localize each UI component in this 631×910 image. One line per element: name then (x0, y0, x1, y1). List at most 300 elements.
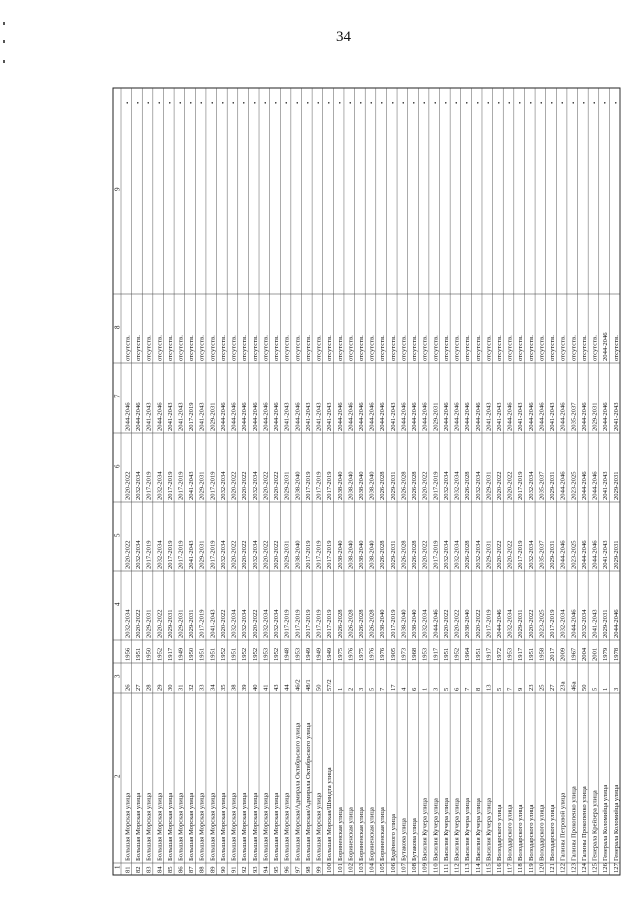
table-cell-mark: • (464, 101, 472, 104)
table-cell: 2029-2031 (389, 471, 397, 500)
table-cell: 2026-2028 (347, 609, 355, 638)
table-cell: 3 (612, 687, 620, 691)
table-cell: 3 (357, 687, 365, 691)
table-cell: 103 (357, 863, 365, 873)
table-cell: 2044-2046 (421, 402, 429, 431)
table-cell: Галины Прокопенко улица (570, 786, 578, 861)
table-cell: 2038-2040 (357, 540, 365, 569)
table-cell: 2044-2046 (156, 402, 164, 431)
table-cell: отсутств. (442, 335, 450, 361)
table-cell: Генерала Крейзера улица (591, 790, 599, 861)
table-cell: 2032-2034 (474, 471, 482, 500)
table-cell: 117 (506, 863, 514, 873)
table-cell: 1952 (219, 647, 227, 661)
table-cell: отсутств. (517, 335, 525, 361)
table-cell: отсутств. (474, 335, 482, 361)
table-cell: 2020-2022 (496, 540, 504, 569)
table-cell: отсутств. (156, 335, 164, 361)
table-header-cell: 5 (113, 533, 122, 537)
table-cell: 2020-2022 (421, 540, 429, 569)
table-cell: Бориненская улица (347, 807, 355, 861)
table-cell: 2020-2022 (251, 609, 259, 638)
table-cell: отсутств. (485, 335, 493, 361)
table-cell: 2017-2019 (549, 609, 557, 638)
table-cell: 2026-2028 (400, 540, 408, 569)
table-cell: 2032-2034 (527, 471, 535, 500)
table-cell: 2029-2031 (177, 609, 185, 638)
table-cell: отсутств. (294, 335, 302, 361)
table-cell: 82 (135, 866, 143, 873)
table-cell: 1967 (570, 647, 578, 661)
table-cell: 2041-2043 (591, 609, 599, 638)
table-cell: 2017-2019 (294, 609, 302, 638)
table-cell: 26 (124, 684, 132, 691)
table-cell: 2032-2034 (251, 540, 259, 569)
table-cell: 2017-2019 (177, 471, 185, 500)
table-cell: 96 (283, 866, 291, 873)
table-cell: 123 (570, 863, 578, 873)
table-cell: 9 (517, 687, 525, 691)
table-cell: 25 (538, 684, 546, 691)
table-cell: Галины Петровой улица (559, 792, 567, 861)
table-cell: 1917 (517, 647, 525, 661)
table-cell: 2020-2022 (262, 471, 270, 500)
table-cell: 1951 (209, 647, 217, 661)
table-cell-mark: • (166, 101, 174, 104)
table-cell: 2032-2034 (156, 471, 164, 500)
table-cell: Большая Морская улица (177, 792, 185, 861)
table-cell-mark: • (591, 101, 599, 104)
table-cell-mark: • (145, 101, 153, 104)
table-cell: отсутств. (283, 335, 291, 361)
table-cell: 2038-2040 (294, 471, 302, 500)
table-cell: отсутств. (506, 335, 514, 361)
table-cell: 1951 (230, 647, 238, 661)
table-cell: 2032-2034 (251, 471, 259, 500)
table-cell: 2035-2037 (538, 471, 546, 500)
table-cell: 2020-2022 (241, 540, 249, 569)
table-cell: отсутств. (549, 335, 557, 361)
table-cell: Большая Морская улица (241, 792, 249, 861)
table-cell: 2032-2034 (230, 609, 238, 638)
table-cell: 2017-2019 (315, 540, 323, 569)
table-cell: 2017 (549, 647, 557, 661)
table-cell: отсутств. (219, 335, 227, 361)
table-cell: 84 (156, 866, 164, 873)
table-cell: 50 (580, 684, 588, 691)
table-cell: 2020-2022 (262, 540, 270, 569)
table-cell: 2044-2046 (464, 402, 472, 431)
table-cell: 2004 (580, 647, 588, 661)
table-cell: 98 (304, 866, 312, 873)
table-cell: 100 (326, 863, 334, 873)
table-cell: отсутств. (315, 335, 323, 361)
table-cell: отсутств. (251, 335, 259, 361)
table-cell: 17 (389, 684, 397, 691)
table-cell: 2044-2046 (538, 402, 546, 431)
table-cell: 2020-2022 (241, 471, 249, 500)
table-cell-mark: • (188, 101, 196, 104)
table-cell: 2029-2031 (283, 471, 291, 500)
table-cell: 2020-2022 (124, 471, 132, 500)
table-cell: 2029-2031 (549, 471, 557, 500)
table-cell: 2029-2031 (209, 402, 217, 431)
table-cell: 85 (166, 866, 174, 873)
table-cell-mark: • (549, 101, 557, 104)
table-cell: 8 (474, 687, 482, 691)
table-cell: 87 (188, 866, 196, 873)
table-cell: 28 (145, 684, 153, 691)
table-cell-mark: • (538, 101, 546, 104)
table-cell: 2044-2046 (273, 402, 281, 431)
table-cell: 2020-2022 (506, 471, 514, 500)
table-cell: 13 (485, 684, 493, 691)
table-cell: 1949 (326, 647, 334, 661)
table-cell: 109 (421, 863, 429, 873)
table-cell: 101 (336, 863, 344, 873)
table-cell: 2029-2031 (283, 540, 291, 569)
table-cell: 83 (145, 866, 153, 873)
table-cell: 2020-2022 (273, 540, 281, 569)
table-cell: 1952 (251, 647, 259, 661)
table-cell: 2029-2031 (485, 540, 493, 569)
table-cell-mark: • (453, 101, 461, 104)
table-cell: 2020-2022 (219, 609, 227, 638)
table-cell: 2038-2040 (368, 540, 376, 569)
table-cell: 1953 (262, 647, 270, 661)
table-cell: 112 (453, 863, 461, 873)
table-cell: 2044-2046 (496, 609, 504, 638)
table-cell-mark: • (262, 101, 270, 104)
table-cell-mark: • (273, 101, 281, 104)
table-cell: 1951 (442, 647, 450, 661)
table-cell: 2032-2034 (442, 471, 450, 500)
table-cell: 2032-2034 (453, 471, 461, 500)
table-cell: 35 (219, 684, 227, 691)
table-cell: отсутств. (464, 335, 472, 361)
table-cell: 2026-2028 (400, 471, 408, 500)
table-cell: 2032-2034 (219, 471, 227, 500)
table-cell: 1956 (124, 647, 132, 661)
table-cell: 1952 (453, 647, 461, 661)
table-cell: Большая Морская улица (262, 792, 270, 861)
table-cell: 43 (273, 684, 281, 691)
table-cell: 1973 (400, 647, 408, 661)
table-cell: 2017-2019 (517, 540, 525, 569)
table-cell-mark: • (527, 101, 535, 104)
page-number: 34 (336, 29, 351, 45)
table-cell: Володарского улица (549, 804, 557, 861)
table-cell: 2026-2028 (464, 471, 472, 500)
table-cell: 89 (209, 866, 217, 873)
table-cell: 2044-2046 (453, 402, 461, 431)
table-cell-mark: • (580, 101, 588, 104)
table-cell: 2038-2040 (411, 609, 419, 638)
table-cell: 4 (400, 687, 408, 691)
table-cell: отсутств. (580, 335, 588, 361)
table-cell: 1975 (357, 647, 365, 661)
table-cell: 1975 (336, 647, 344, 661)
table-cell: 2032-2034 (135, 471, 143, 500)
table-cell: 2041-2043 (315, 402, 323, 431)
table-cell: 2041-2043 (485, 402, 493, 431)
table-cell: 2032-2034 (442, 540, 450, 569)
table-cell: 38 (230, 684, 238, 691)
table-cell: 104 (368, 863, 376, 873)
table-cell: 2038-2040 (357, 471, 365, 500)
table-cell: отсутств. (538, 335, 546, 361)
table-cell: 2017-2019 (432, 471, 440, 500)
table-cell: 2020-2022 (421, 471, 429, 500)
table-cell: 7 (379, 687, 387, 691)
table-cell: 31 (177, 684, 185, 691)
table-cell: 2038-2040 (336, 471, 344, 500)
table-cell: 48/1 (304, 679, 312, 691)
table-cell: 2020-2022 (273, 471, 281, 500)
table-cell-mark: • (326, 101, 334, 104)
table-cell: 1952 (273, 647, 281, 661)
table-cell: 2032-2034 (219, 540, 227, 569)
table-cell: Василия Кучера улица (464, 798, 472, 861)
table-cell: 2035-2037 (570, 402, 578, 431)
table-header-cell: 6 (113, 464, 122, 468)
table-cell: 2044-2046 (357, 402, 365, 431)
table-cell: 2044-2046 (368, 402, 376, 431)
table-cell-mark: • (496, 101, 504, 104)
table-cell: 2026-2028 (411, 540, 419, 569)
table-cell: 2020-2022 (230, 471, 238, 500)
table-cell: 2041-2043 (198, 402, 206, 431)
table-cell: 2017-2019 (209, 471, 217, 500)
table-cell: 46а (570, 681, 578, 691)
table-cell: 1976 (379, 647, 387, 661)
table-cell: 2 (347, 687, 355, 691)
table-cell: Большая Морская улица (156, 792, 164, 861)
table-header-cell: 1 (113, 865, 122, 869)
table-cell: 2017-2019 (389, 609, 397, 638)
table-cell: 2017-2019 (315, 471, 323, 500)
table-cell-mark: • (304, 101, 312, 104)
table-cell: 2044-2046 (262, 402, 270, 431)
table-cell-mark: • (485, 101, 493, 104)
table-cell: отсутств. (368, 335, 376, 361)
table-cell: 2044-2046 (570, 609, 578, 638)
table-cell: 2017-2019 (326, 609, 334, 638)
table-cell: 1972 (496, 647, 504, 661)
table-cell: 1968 (411, 647, 419, 661)
table-cell: 2044-2046 (241, 402, 249, 431)
table-cell: 2017-2019 (188, 402, 196, 431)
table-cell: 97 (294, 866, 302, 873)
table-cell: 7 (464, 687, 472, 691)
table-cell: 2035-2037 (538, 540, 546, 569)
table-cell: 2017-2019 (145, 540, 153, 569)
table-cell: 39 (241, 684, 249, 691)
table-cell: Большая Морская улица (251, 792, 259, 861)
table-cell: 2020-2022 (156, 609, 164, 638)
table-cell: Бориненская улица (379, 807, 387, 861)
table-cell: 2041-2043 (304, 402, 312, 431)
table-cell: отсутств. (166, 335, 174, 361)
table-cell: Большая Морская/Шмидта улица (326, 767, 334, 861)
table-cell: 2026-2028 (411, 471, 419, 500)
table-cell: 2044-2046 (527, 402, 535, 431)
table-cell: 1976 (347, 647, 355, 661)
table-cell: отсутств. (559, 335, 567, 361)
table-cell: Володарского улица (538, 804, 546, 861)
table-cell: 121 (549, 863, 557, 873)
table-cell: 5 (591, 687, 599, 691)
table-cell: 1949 (315, 647, 323, 661)
table-cell: 2044-2046 (379, 402, 387, 431)
table-cell: 2041-2043 (602, 540, 610, 569)
table-cell: 1979 (602, 647, 610, 661)
table-cell: 127 (612, 863, 620, 873)
table-cell: 2020-2022 (135, 609, 143, 638)
table-cell: отсутств. (612, 335, 620, 361)
table-cell: Большая Морская улица (230, 792, 238, 861)
table-cell: 2029-2031 (198, 471, 206, 500)
table-cell: 1917 (432, 647, 440, 661)
table-cell-mark: • (241, 101, 249, 104)
table-cell-mark: • (612, 101, 620, 104)
table-cell-mark: • (517, 101, 525, 104)
table-cell: 1951 (527, 647, 535, 661)
table-cell: 34 (209, 684, 217, 691)
table-cell: 6 (453, 687, 461, 691)
table-cell: 2032-2034 (506, 609, 514, 638)
table-cell: 2044-2046 (612, 609, 620, 638)
table-cell: 95 (273, 866, 281, 873)
table-cell: 107 (400, 863, 408, 873)
table-cell: 2032-2034 (124, 609, 132, 638)
table-cell: 108 (411, 863, 419, 873)
table-cell: 1950 (188, 647, 196, 661)
table-cell: 2041-2043 (145, 402, 153, 431)
table-cell: 2017-2019 (304, 609, 312, 638)
table-cell: Большая Морская улица (188, 792, 196, 861)
table-cell: 50 (315, 684, 323, 691)
table-cell: 2041-2043 (166, 402, 174, 431)
table-cell: отсутств. (198, 335, 206, 361)
table-cell: 114 (474, 863, 482, 873)
table-cell: Будённого улица (389, 814, 397, 861)
table-cell: Василия Кучера улица (442, 798, 450, 861)
table-cell: 2044-2046 (432, 609, 440, 638)
table-cell: Василия Кучера улица (421, 798, 429, 861)
table-cell: отсутств. (421, 335, 429, 361)
table-cell: отсутств. (411, 335, 419, 361)
table-cell-mark: • (135, 101, 143, 104)
table-cell: 2020-2022 (124, 540, 132, 569)
table-cell: 115 (485, 863, 493, 873)
table-cell: 1952 (241, 647, 249, 661)
table-cell: 2044-2046 (124, 402, 132, 431)
table-cell: Бориненская улица (336, 807, 344, 861)
table-cell: 2026-2028 (368, 609, 376, 638)
table-cell: Генерала Коломийца улица (602, 784, 610, 861)
table-cell: 2017-2019 (177, 540, 185, 569)
table-cell: 2020-2022 (230, 540, 238, 569)
table-cell: 119 (527, 863, 535, 873)
table-cell: 2032-2034 (421, 609, 429, 638)
table-cell: 2032-2034 (527, 540, 535, 569)
table-cell: 33 (198, 684, 206, 691)
table-cell: 2041-2043 (549, 402, 557, 431)
table-cell: Большая Морская/Адмирала Октябрьского улица (304, 722, 312, 861)
table-cell: 2017-2019 (198, 609, 206, 638)
table-cell: 1958 (538, 647, 546, 661)
table-cell: 93 (251, 866, 259, 873)
table-cell: отсутств. (124, 335, 132, 361)
table-cell: 2023-2025 (538, 609, 546, 638)
table-cell: 40 (251, 684, 259, 691)
table-cell: 2038-2040 (368, 471, 376, 500)
table-cell-mark: • (442, 101, 450, 104)
table-cell: отсутств. (570, 335, 578, 361)
table-cell: 86 (177, 866, 185, 873)
table-cell: 126 (602, 863, 610, 873)
table-cell: 2038-2040 (294, 540, 302, 569)
table-cell: 2041-2043 (177, 402, 185, 431)
table-cell: 2044-2046 (251, 402, 259, 431)
table-cell: 1917 (485, 647, 493, 661)
table-cell: 2038-2040 (347, 540, 355, 569)
table-cell: 2026-2028 (379, 471, 387, 500)
table-cell: 44 (283, 684, 291, 691)
table-cell: 2029-2031 (612, 471, 620, 500)
table-cell-mark: • (251, 101, 259, 104)
table-cell: 6 (411, 687, 419, 691)
table-cell: 2044-2046 (559, 540, 567, 569)
table-cell: 2001 (591, 647, 599, 661)
table-cell: 27 (549, 684, 557, 691)
table-cell: 30 (166, 684, 174, 691)
table-cell: 2017-2019 (145, 471, 153, 500)
table-cell-mark: • (294, 101, 302, 104)
table-cell: 2020-2022 (527, 609, 535, 638)
table-cell: отсутств. (336, 335, 344, 361)
table-cell: 2017-2019 (166, 471, 174, 500)
table-cell: Бутакова улица (400, 818, 408, 861)
table-cell: 111 (442, 863, 450, 873)
table-cell: 2038-2040 (400, 609, 408, 638)
table-cell: 2020-2022 (442, 609, 450, 638)
table-cell: 2044-2046 (347, 402, 355, 431)
table-cell: 2044-2046 (442, 402, 450, 431)
table-cell: 2029-2031 (517, 609, 525, 638)
table-cell: 5 (442, 687, 450, 691)
table-cell: 2032-2034 (273, 609, 281, 638)
table-cell: 1951 (135, 647, 143, 661)
table-cell-mark: • (357, 101, 365, 104)
table-cell: 1 (336, 687, 344, 691)
table-cell: 2020-2022 (453, 609, 461, 638)
table-cell: 2020-2022 (496, 471, 504, 500)
table-cell: 2044-2046 (580, 540, 588, 569)
table-cell: 2029-2031 (612, 540, 620, 569)
table-cell: 2041-2043 (188, 471, 196, 500)
table-header-cell: 7 (113, 394, 122, 398)
table-cell: 2038-2040 (379, 609, 387, 638)
table-cell: 2038-2040 (464, 609, 472, 638)
table-cell: 2041-2043 (283, 402, 291, 431)
table-cell: отсутств. (527, 335, 535, 361)
table-cell: 2041-2043 (612, 402, 620, 431)
table-cell: отсутств. (400, 335, 408, 361)
table-cell: 2026-2028 (379, 540, 387, 569)
table-cell: 2041-2043 (517, 402, 525, 431)
